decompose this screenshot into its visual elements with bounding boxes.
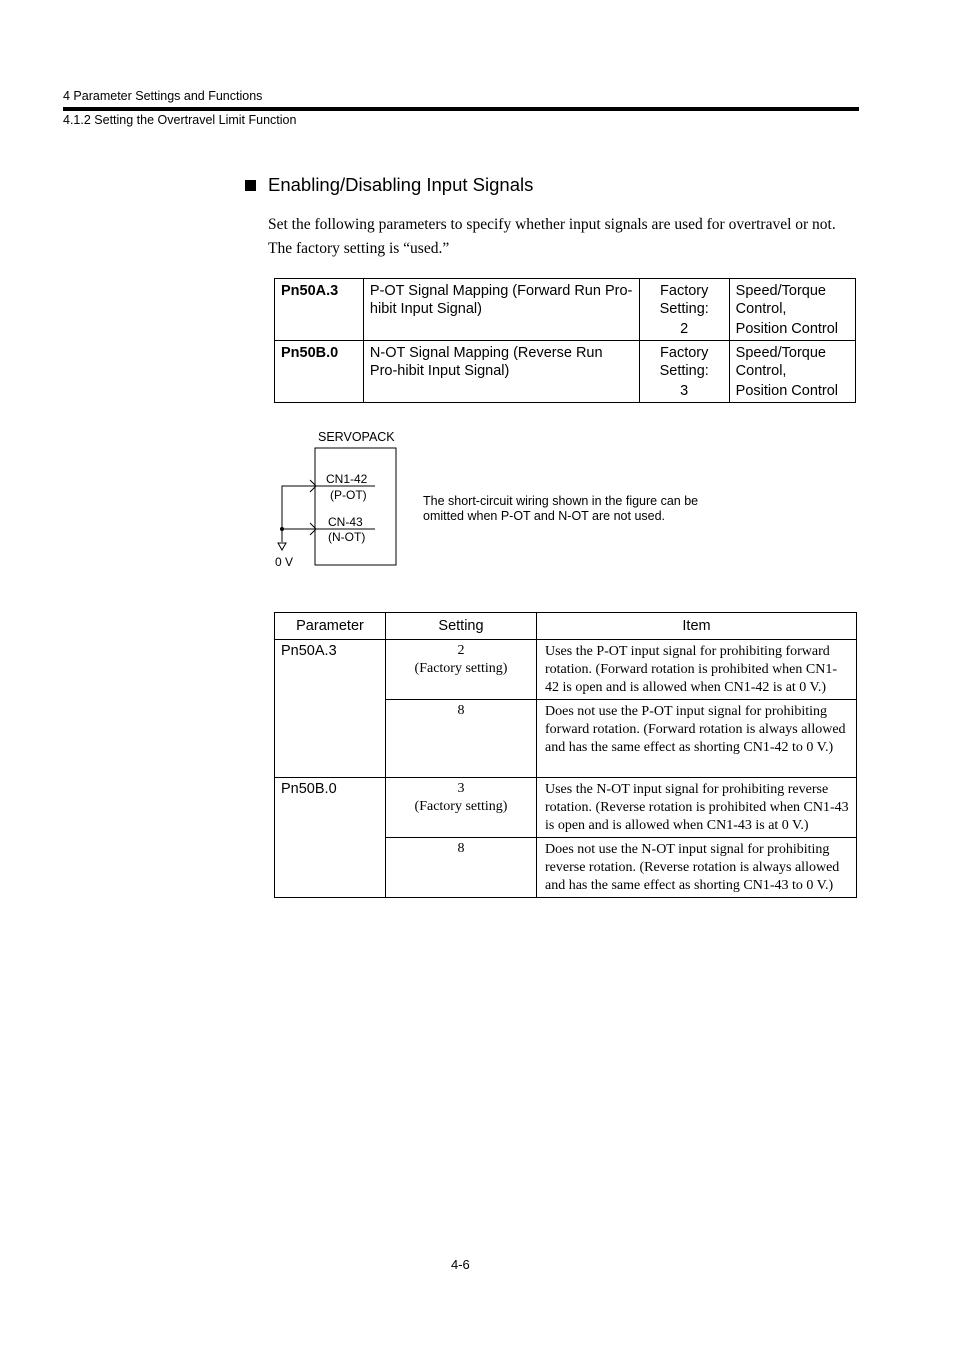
control-line: Control, <box>735 363 787 379</box>
desc-cell: P-OT Signal Mapping (Forward Run Pro-hibit Input Signal) <box>363 279 639 341</box>
setting-label: Setting: <box>659 363 709 379</box>
setting-cell <box>386 700 537 778</box>
short-circuit-wire <box>282 486 324 542</box>
cn-43-label: CN-43 <box>328 515 363 529</box>
item-cell: Uses the N-OT input signal for prohibiting reverse rotation. (Reverse rotation is prohibited when CN1-43 is open and is allowed when CN1-43 is at 0 V.) <box>537 778 857 838</box>
section-title: Enabling/Disabling Input Signals <box>268 174 534 195</box>
setting-cell <box>386 838 537 898</box>
header-parameter: Parameter <box>275 613 386 640</box>
param-cell: Pn50B.0 <box>275 778 386 898</box>
factory-value: 2 <box>680 321 689 337</box>
parameter-table <box>274 278 856 403</box>
table-row <box>275 778 857 838</box>
servopack-box <box>315 448 396 565</box>
square-bullet-icon <box>245 180 256 191</box>
param-cell: Pn50A.3 <box>275 279 364 341</box>
setting-cell <box>386 778 537 838</box>
factory-value: 3 <box>680 383 689 399</box>
header-rule <box>63 107 859 111</box>
intro-line-2: The factory setting is “used.” <box>268 240 450 257</box>
control-line: Position Control <box>735 383 839 399</box>
item-cell: Does not use the N-OT input signal for prohibiting reverse rotation. (Reverse rotation is always allowed and has the same effect as shorting CN1-43 to 0 V.) <box>537 838 857 898</box>
factory-setting-cell <box>639 341 729 403</box>
header-item: Item <box>537 613 857 640</box>
table-row <box>275 640 857 700</box>
chapter-header: 4 Parameter Settings and Functions <box>63 89 263 103</box>
junction-dot <box>280 527 284 531</box>
control-line: Speed/Torque <box>735 345 826 361</box>
ground-icon <box>278 543 286 550</box>
intro-paragraph <box>268 213 863 261</box>
header-setting: Setting <box>386 613 537 640</box>
diagram-note <box>423 494 723 524</box>
control-line: Control, <box>735 301 787 317</box>
settings-table <box>274 612 857 898</box>
page-number: 4-6 <box>451 1257 470 1272</box>
control-line: Speed/Torque <box>735 283 826 299</box>
setting-note: (Factory setting) <box>414 661 508 676</box>
note-line-2: omitted when P-OT and N-OT are not used. <box>423 509 666 523</box>
zero-v-label: 0 V <box>275 555 294 569</box>
control-cell <box>729 341 855 403</box>
setting-value: 8 <box>457 703 465 718</box>
p-ot-label: (P-OT) <box>330 488 367 502</box>
setting-cell <box>386 640 537 700</box>
n-ot-label: (N-OT) <box>328 530 366 544</box>
section-header: 4.1.2 Setting the Overtravel Limit Function <box>63 113 297 127</box>
setting-value: 8 <box>457 841 465 856</box>
setting-note: (Factory setting) <box>414 799 508 814</box>
desc-cell: N-OT Signal Mapping (Reverse Run Pro-hibit Input Signal) <box>363 341 639 403</box>
param-cell: Pn50A.3 <box>275 640 386 778</box>
table-row <box>275 279 856 341</box>
cn1-42-label: CN1-42 <box>326 472 368 486</box>
control-cell <box>729 279 855 341</box>
intro-line-1: Set the following parameters to specify whether input signals are used for overtravel or not. <box>268 216 836 233</box>
note-line-1: The short-circuit wiring shown in the figure can be <box>423 494 699 508</box>
setting-label: Setting: <box>659 301 709 317</box>
factory-setting-cell <box>639 279 729 341</box>
factory-label: Factory <box>660 345 709 361</box>
setting-value: 3 <box>457 781 465 796</box>
setting-value: 2 <box>457 643 465 658</box>
wiring-diagram <box>268 428 418 574</box>
item-cell: Does not use the P-OT input signal for prohibiting forward rotation. (Forward rotation is always allowed and has the same effect as shorting CN1-42 to 0 V.) <box>537 700 857 778</box>
control-line: Position Control <box>735 321 839 337</box>
param-cell: Pn50B.0 <box>275 341 364 403</box>
servopack-label: SERVOPACK <box>318 430 395 444</box>
table-row <box>275 341 856 403</box>
table-header-row <box>275 613 857 640</box>
factory-label: Factory <box>660 283 709 299</box>
item-cell: Uses the P-OT input signal for prohibiting forward rotation. (Forward rotation is prohibited when CN1-42 is open and is allowed when CN1-42 is at 0 V.) <box>537 640 857 700</box>
